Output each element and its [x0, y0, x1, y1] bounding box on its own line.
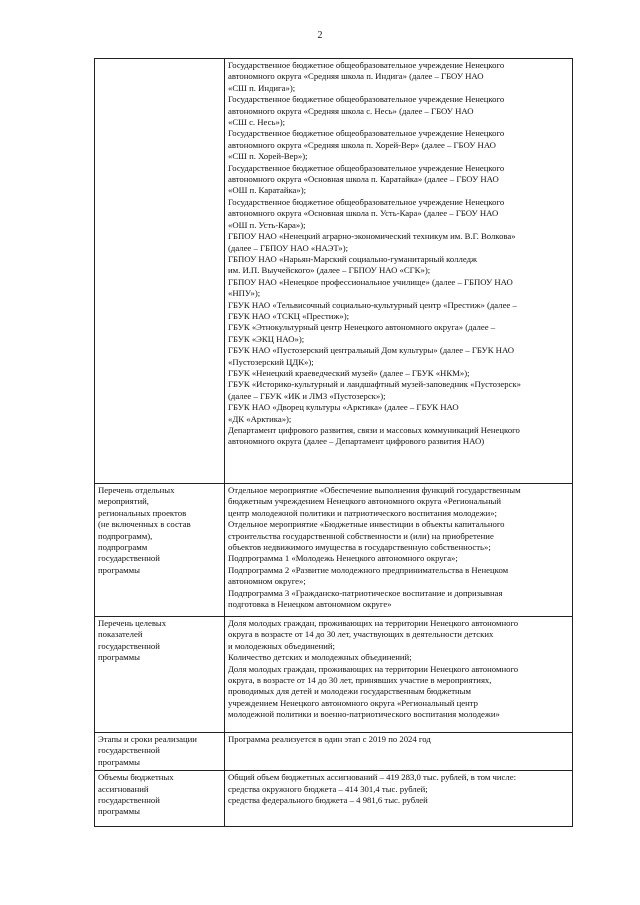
text-line: Подпрограмма 1 «Молодежь Ненецкого автономного округа»; — [228, 553, 458, 564]
text-line: региональных проектов — [98, 507, 187, 518]
text-line: (не включенных в состав — [98, 519, 191, 530]
text-line: мероприятий, — [98, 496, 149, 507]
row-content-cell — [225, 484, 573, 617]
text-line: Государственное бюджетное общеобразовательное учреждение Ненецкого — [228, 196, 505, 207]
table-row-executors — [95, 59, 573, 484]
text-line: Подпрограмма 3 «Гражданско-патриотическое воспитание и допризывная — [228, 587, 503, 598]
text-line: программы — [98, 564, 140, 575]
row-content-cell — [225, 733, 573, 771]
text-line: Государственное бюджетное общеобразовательное учреждение Ненецкого — [228, 162, 505, 173]
text-line: Государственное бюджетное общеобразовательное учреждение Ненецкого — [228, 128, 505, 139]
text-line: объектов недвижимого имущества в государственную собственность»; — [228, 542, 491, 553]
table-row-measures — [95, 484, 573, 617]
text-line: ГБУК «Ненецкий краеведческий музей» (далее – ГБУК «НКМ»); — [228, 367, 470, 378]
table-row-funding — [95, 771, 573, 827]
text-line: Отдельное мероприятие «Бюджетные инвестиции в объекты капитального — [228, 519, 505, 530]
text-line: молодежной политики и военно-патриотического воспитания молодежи» — [228, 709, 500, 720]
text-line: «СШ п. Индига»); — [228, 82, 296, 93]
text-line: «НПУ»); — [228, 288, 261, 299]
text-line: «СШ п. Хорей-Вер»); — [228, 151, 308, 162]
text-line: Общий объем бюджетных ассигнований – 419 283,0 тыс. рублей, в том числе: — [228, 772, 516, 783]
text-line: подпрограмм — [98, 542, 148, 553]
text-line: ГБУК «Историко-культурный и ландшафтный музей-заповедник «Пустозерск» — [228, 379, 522, 390]
text-line: программы — [98, 806, 140, 817]
text-line: Программа реализуется в один этап с 2019 по 2024 год — [228, 734, 431, 744]
text-line: показателей — [98, 629, 143, 640]
text-line: ГБПОУ НАО «Ненецкое профессиональное училище» (далее – ГБПОУ НАО — [228, 276, 513, 287]
text-line: учреждением Ненецкого автономного округа «Региональный центр — [228, 697, 479, 708]
text-line: им. И.П. Выучейского» (далее – ГБПОУ НАО «СГК»); — [228, 265, 431, 276]
row-label-cell — [95, 59, 225, 484]
text-line: автономного округа «Средняя школа п. Индига» (далее – ГБОУ НАО — [228, 71, 484, 82]
row-label-cell — [95, 771, 225, 827]
text-line: подпрограмм), — [98, 530, 153, 541]
text-line: округа в возрасте от 14 до 30 лет, участвующих в деятельности детских — [228, 629, 494, 640]
page-number: 2 — [317, 30, 323, 41]
text-line: подготовка в Ненецком автономном округе» — [228, 599, 392, 610]
text-line: проводимых для детей и молодежи государственным бюджетным — [228, 686, 471, 697]
text-line: государственной — [98, 553, 160, 564]
text-line: Департамент цифрового развития, связи и массовых коммуникаций Ненецкого — [228, 425, 520, 435]
row-content-cell — [225, 771, 573, 827]
text-line: программы — [98, 756, 140, 767]
text-line: Отдельное мероприятие «Обеспечение выполнения функций государственным — [228, 485, 521, 495]
text-line: Объемы бюджетных — [98, 772, 174, 783]
row-content-cell — [225, 59, 573, 484]
text-line: (далее – ГБПОУ НАО «НАЭТ»); — [228, 242, 349, 253]
text-line: автономного округа (далее – Департамент цифрового развития НАО) — [228, 436, 485, 447]
text-line: строительства государственной собственности и (или) на приобретение — [228, 530, 494, 541]
text-line: автономного округа «Средняя школа п. Хорей-Вер» (далее – ГБОУ НАО — [228, 139, 496, 150]
text-line: «Пустозерский ЦДК»); — [228, 356, 314, 367]
program-passport-table — [94, 58, 573, 827]
text-line: Перечень целевых — [98, 618, 167, 628]
text-line: ГБПОУ НАО «Нарьян-Марский социально-гуманитарный колледж — [228, 253, 477, 264]
text-line: Этапы и сроки реализации — [98, 734, 197, 744]
text-line: Подпрограмма 2 «Развитие молодежного предпринимательства в Ненецком — [228, 564, 509, 575]
text-line: «СШ с. Несь»); — [228, 117, 286, 128]
text-line: Количество детских и молодежных объединений; — [228, 652, 412, 663]
text-line: автономного округа «Основная школа п. Каратайка» (далее – ГБОУ НАО — [228, 174, 499, 185]
text-line: Перечень отдельных — [98, 485, 175, 495]
text-line: Доля молодых граждан, проживающих на территории Ненецкого автономного — [228, 663, 519, 674]
text-line: и молодежных объединений; — [228, 640, 335, 651]
table-row-target-indicators — [95, 617, 573, 733]
text-line: ГБПОУ НАО «Ненецкий аграрно-экономический техникум им. В.Г. Волкова» — [228, 231, 516, 242]
text-line: бюджетным учреждением Ненецкого автономного округа «Региональный — [228, 496, 502, 507]
text-line: «ОШ п. Каратайка»); — [228, 185, 307, 196]
text-line: округа, в возрасте от 14 до 30 лет, принявших участие в мероприятиях, — [228, 675, 492, 686]
text-line: ГБУК НАО «Пустозерский центральный Дом культуры» (далее – ГБУК НАО — [228, 345, 515, 356]
text-line: автономного округа «Средняя школа с. Несь» (далее – ГБОУ НАО — [228, 105, 474, 116]
text-line: программы — [98, 652, 140, 663]
text-line: средства окружного бюджета – 414 301,4 тыс. рублей; — [228, 783, 428, 794]
text-line: Государственное бюджетное общеобразовательное учреждение Ненецкого — [228, 94, 505, 105]
row-content-cell — [225, 617, 573, 733]
text-line: Доля молодых граждан, проживающих на территории Ненецкого автономного — [228, 618, 519, 628]
text-line: государственной — [98, 640, 160, 651]
text-line: автономного округа «Основная школа п. Усть-Кара» (далее – ГБОУ НАО — [228, 208, 499, 219]
text-line: ГБУК НАО «Дворец культуры «Арктика» (далее – ГБУК НАО — [228, 402, 459, 413]
text-line: Государственное бюджетное общеобразовательное учреждение Ненецкого — [228, 60, 505, 70]
row-label-cell — [95, 484, 225, 617]
text-line: средства федерального бюджета – 4 981,6 тыс. рублей — [228, 795, 428, 806]
text-line: государственной — [98, 745, 160, 756]
table-row-stages — [95, 733, 573, 771]
text-line: государственной — [98, 795, 160, 806]
text-line: автономном округе»; — [228, 576, 306, 587]
text-line: ГБУК НАО «ТСКЦ «Престиж»); — [228, 310, 350, 321]
text-line: ГБУК «ЭКЦ НАО»); — [228, 333, 305, 344]
text-line: «ОШ п. Усть-Кара»); — [228, 219, 306, 230]
text-line: центр молодежной политики и патриотического воспитания молодежи»; — [228, 507, 497, 518]
text-line: ГБУК НАО «Тельвисочный социально-культурный центр «Престиж» (далее – — [228, 299, 517, 310]
row-label-cell — [95, 617, 225, 733]
text-line: «ДК «Арктика»); — [228, 413, 292, 424]
text-line: ассигнований — [98, 783, 149, 794]
text-line: ГБУК «Этнокультурный центр Ненецкого автономного округа» (далее – — [228, 322, 496, 333]
row-label-cell — [95, 733, 225, 771]
text-line: (далее – ГБУК «ИК и ЛМЗ «Пустозерск»); — [228, 390, 386, 401]
